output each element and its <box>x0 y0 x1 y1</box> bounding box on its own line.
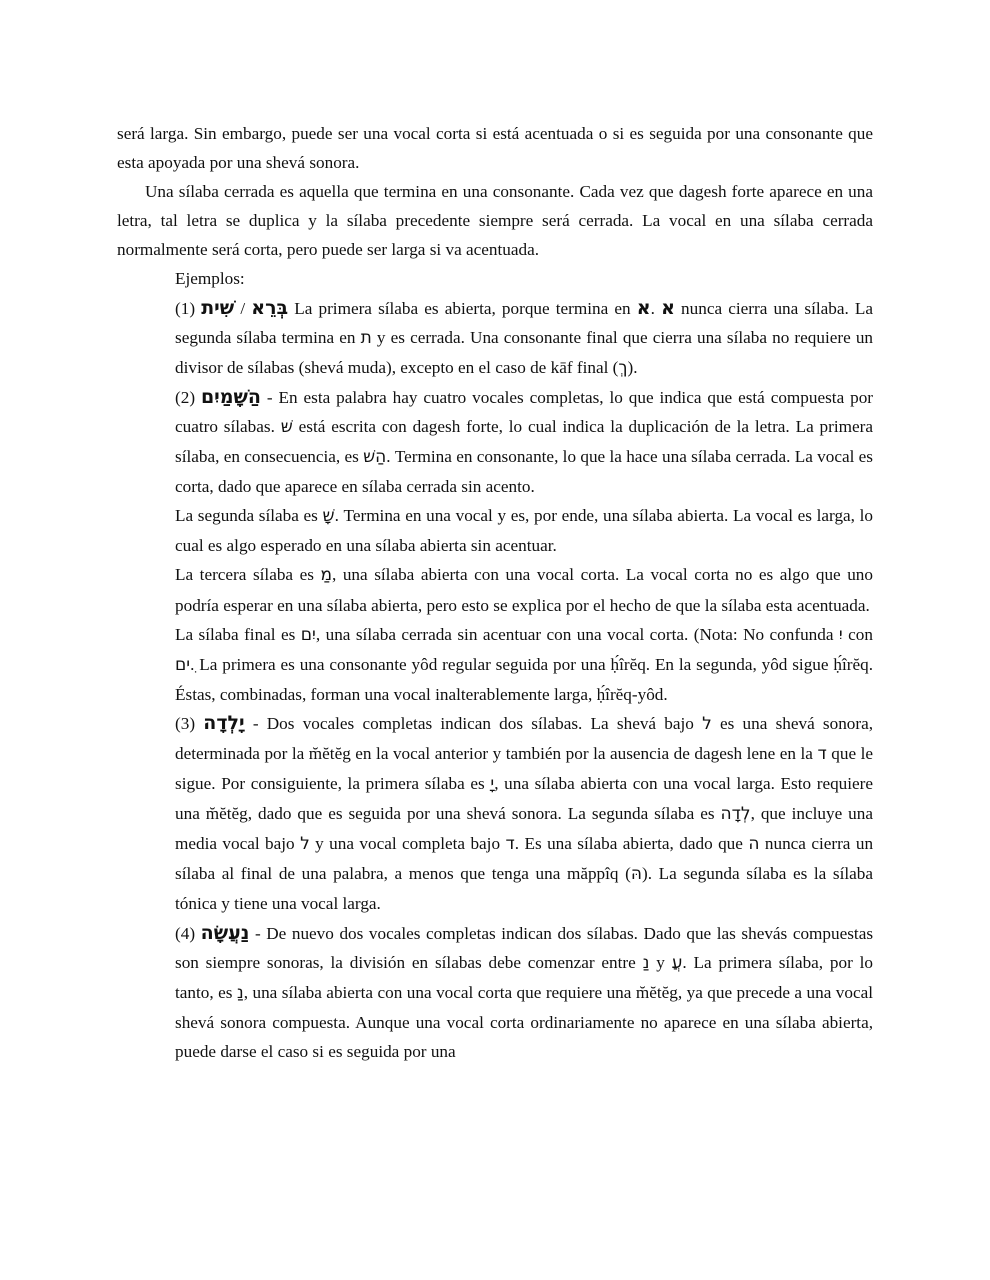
text: - Dos vocales completas indican dos sílabas. La shevá bajo <box>252 713 694 733</box>
text: . La primera sílaba, por lo tanto, es <box>175 952 873 1002</box>
hebrew-letter: הּ <box>630 864 642 885</box>
hebrew-letter: ה <box>748 834 760 855</box>
text: , que incluye una media vocal bajo <box>175 804 873 854</box>
text: La primera sílaba es abierta, porque termina en <box>294 298 631 318</box>
hebrew-word: שִׁית <box>201 296 235 319</box>
hebrew-syllable: נַ <box>642 952 650 973</box>
text: . <box>650 298 655 318</box>
example-4 <box>175 919 873 1066</box>
hebrew-word: נַעֲשָׂה <box>200 921 250 944</box>
text: La sílaba final es <box>175 624 296 644</box>
text: . Es una sílaba abierta, dado que <box>514 834 743 854</box>
hebrew-word: הַשָּׁמַיִם <box>200 385 261 408</box>
hebrew-syllable: יִ <box>838 624 843 645</box>
example-number: (1) <box>175 298 196 318</box>
hebrew-syllable: שָׁ <box>322 506 335 527</box>
example-2 <box>175 383 873 501</box>
text: está escrita con dagesh forte, lo cual indica la duplicación de la letra. La primera sílaba, en consecuencia, es <box>175 416 873 467</box>
hebrew-syllable: נַ <box>236 982 244 1003</box>
hebrew-letter: ד <box>505 834 515 855</box>
example-number: (4) <box>175 923 196 943</box>
text: . Termina en una vocal y es, por ende, una sílaba abierta. La vocal es larga, lo cual es algo esperado en una sílaba abierta sin acentuar. <box>175 506 873 556</box>
text: - En esta palabra hay cuatro vocales completas, lo que indica que está compuesta por cuatro sílabas. <box>175 387 874 436</box>
hebrew-letter: ת <box>360 327 372 348</box>
hebrew-letter: ךְ <box>618 357 628 378</box>
hebrew-syllable: יָ <box>490 774 495 795</box>
hebrew-syllable: הַשׁ <box>363 447 387 468</box>
text: , una sílaba cerrada sin acentuar con una vocal corta. (Nota: No confunda <box>315 624 834 644</box>
hebrew-syllable: לְדָה <box>720 804 751 825</box>
hebrew-word: בְּרֵא <box>251 296 289 319</box>
example-2-third-syllable <box>175 560 873 619</box>
hebrew-syllable: ִים <box>175 654 191 675</box>
hebrew-syllable: עֲ <box>671 952 683 973</box>
text: y una vocal completa bajo <box>315 834 501 854</box>
hebrew-word: יָלְדָה <box>203 711 245 734</box>
example-2-final-syllable <box>175 620 873 709</box>
text: , una sílaba abierta con una vocal larga. Esto requiere una m̆ĕtĕg, dado que es seguida por una shevá sonora. La segunda sílaba es <box>175 774 874 824</box>
text: nunca cierra una sílaba. La segunda sílaba termina en <box>175 298 874 347</box>
paragraph-closed-syllable: Una sílaba cerrada es aquella que termina en una consonante. Cada vez que dagesh forte aparece en una letra, tal letra se duplica y la sílaba precedente siempre será cerrada. La vocal en una sílaba cerrada normalmente será corta, pero puede ser larga si va acentuada. <box>117 182 873 260</box>
text: . La primera es una consonante yôd regular seguida por una ḥ́îrĕq. En la segunda, yôd sigue ḥ́îrĕq. Éstas, combinadas, forman una vocal inalterablemente larga, ḥ́îrĕq-yôd. <box>175 654 873 704</box>
text: que le sigue. Por consiguiente, la primera sílaba es <box>175 743 873 794</box>
text: ). La segunda sílaba es la sílaba tónica y tiene una vocal larga. <box>175 864 874 914</box>
hebrew-letter: ל <box>300 834 310 855</box>
document-page <box>117 119 873 1066</box>
text: - De nuevo dos vocales completas indican dos sílabas. Dado que las shevás compuestas son siempre sonoras, la división en sílabas debe comenzar entre <box>175 923 874 972</box>
example-3 <box>175 709 873 919</box>
hebrew-letter: שּׁ <box>280 416 293 437</box>
hebrew-letter: ל <box>702 713 712 734</box>
hebrew-letter: א <box>636 296 651 319</box>
text: y <box>656 952 665 972</box>
text: , una sílaba abierta con una vocal corta que requiere una m̆ĕtĕg, ya que precede a una vocal shevá sonora compuesta. Aunque una vocal corta ordinariamente no aparece en una sílaba abierta, puede darse el caso si es seguida por una <box>175 982 874 1061</box>
text: ). <box>627 357 638 377</box>
example-1 <box>175 294 873 383</box>
separator: / <box>240 298 246 318</box>
examples-heading: Ejemplos: <box>175 269 245 289</box>
text: nunca cierra un sílaba al final de una palabra, a menos que tenga una măppîq ( <box>175 834 874 884</box>
text: es una shevá sonora, determinada por la m̆ĕtĕg en la vocal anterior y también por la ausencia de dagesh lene en la <box>175 713 874 763</box>
text: La tercera sílaba es <box>175 565 314 585</box>
text: con <box>848 624 873 644</box>
hebrew-letter: א <box>661 296 675 319</box>
example-2-second-syllable <box>175 501 873 560</box>
example-number: (2) <box>175 387 196 407</box>
text: . Termina en consonante, lo que la hace una sílaba cerrada. La vocal es corta, dado que aparece en sílaba cerrada sin acento. <box>175 447 873 497</box>
example-number: (3) <box>175 713 196 733</box>
text: y es cerrada. Una consonante final que cierra una sílaba no requiere un divisor de sílabas (shevá muda), excepto en el caso de kāf final ( <box>175 327 874 377</box>
text: La segunda sílaba es <box>175 506 318 526</box>
text: , una sílaba abierta con una vocal corta. La vocal corta no es algo que uno podría esperar en una sílaba abierta, pero esto se explica por el hecho de que la sílaba esta acentuada. <box>175 565 873 615</box>
hebrew-syllable: מַ <box>320 565 332 586</box>
hebrew-syllable: יִם <box>300 624 316 645</box>
hebrew-letter: ד <box>817 743 827 764</box>
paragraph-open-syllable-cont: será larga. Sin embargo, puede ser una vocal corta si está acentuada o si es seguida por una consonante que esta apoyada por una shevá sonora. <box>117 124 873 173</box>
